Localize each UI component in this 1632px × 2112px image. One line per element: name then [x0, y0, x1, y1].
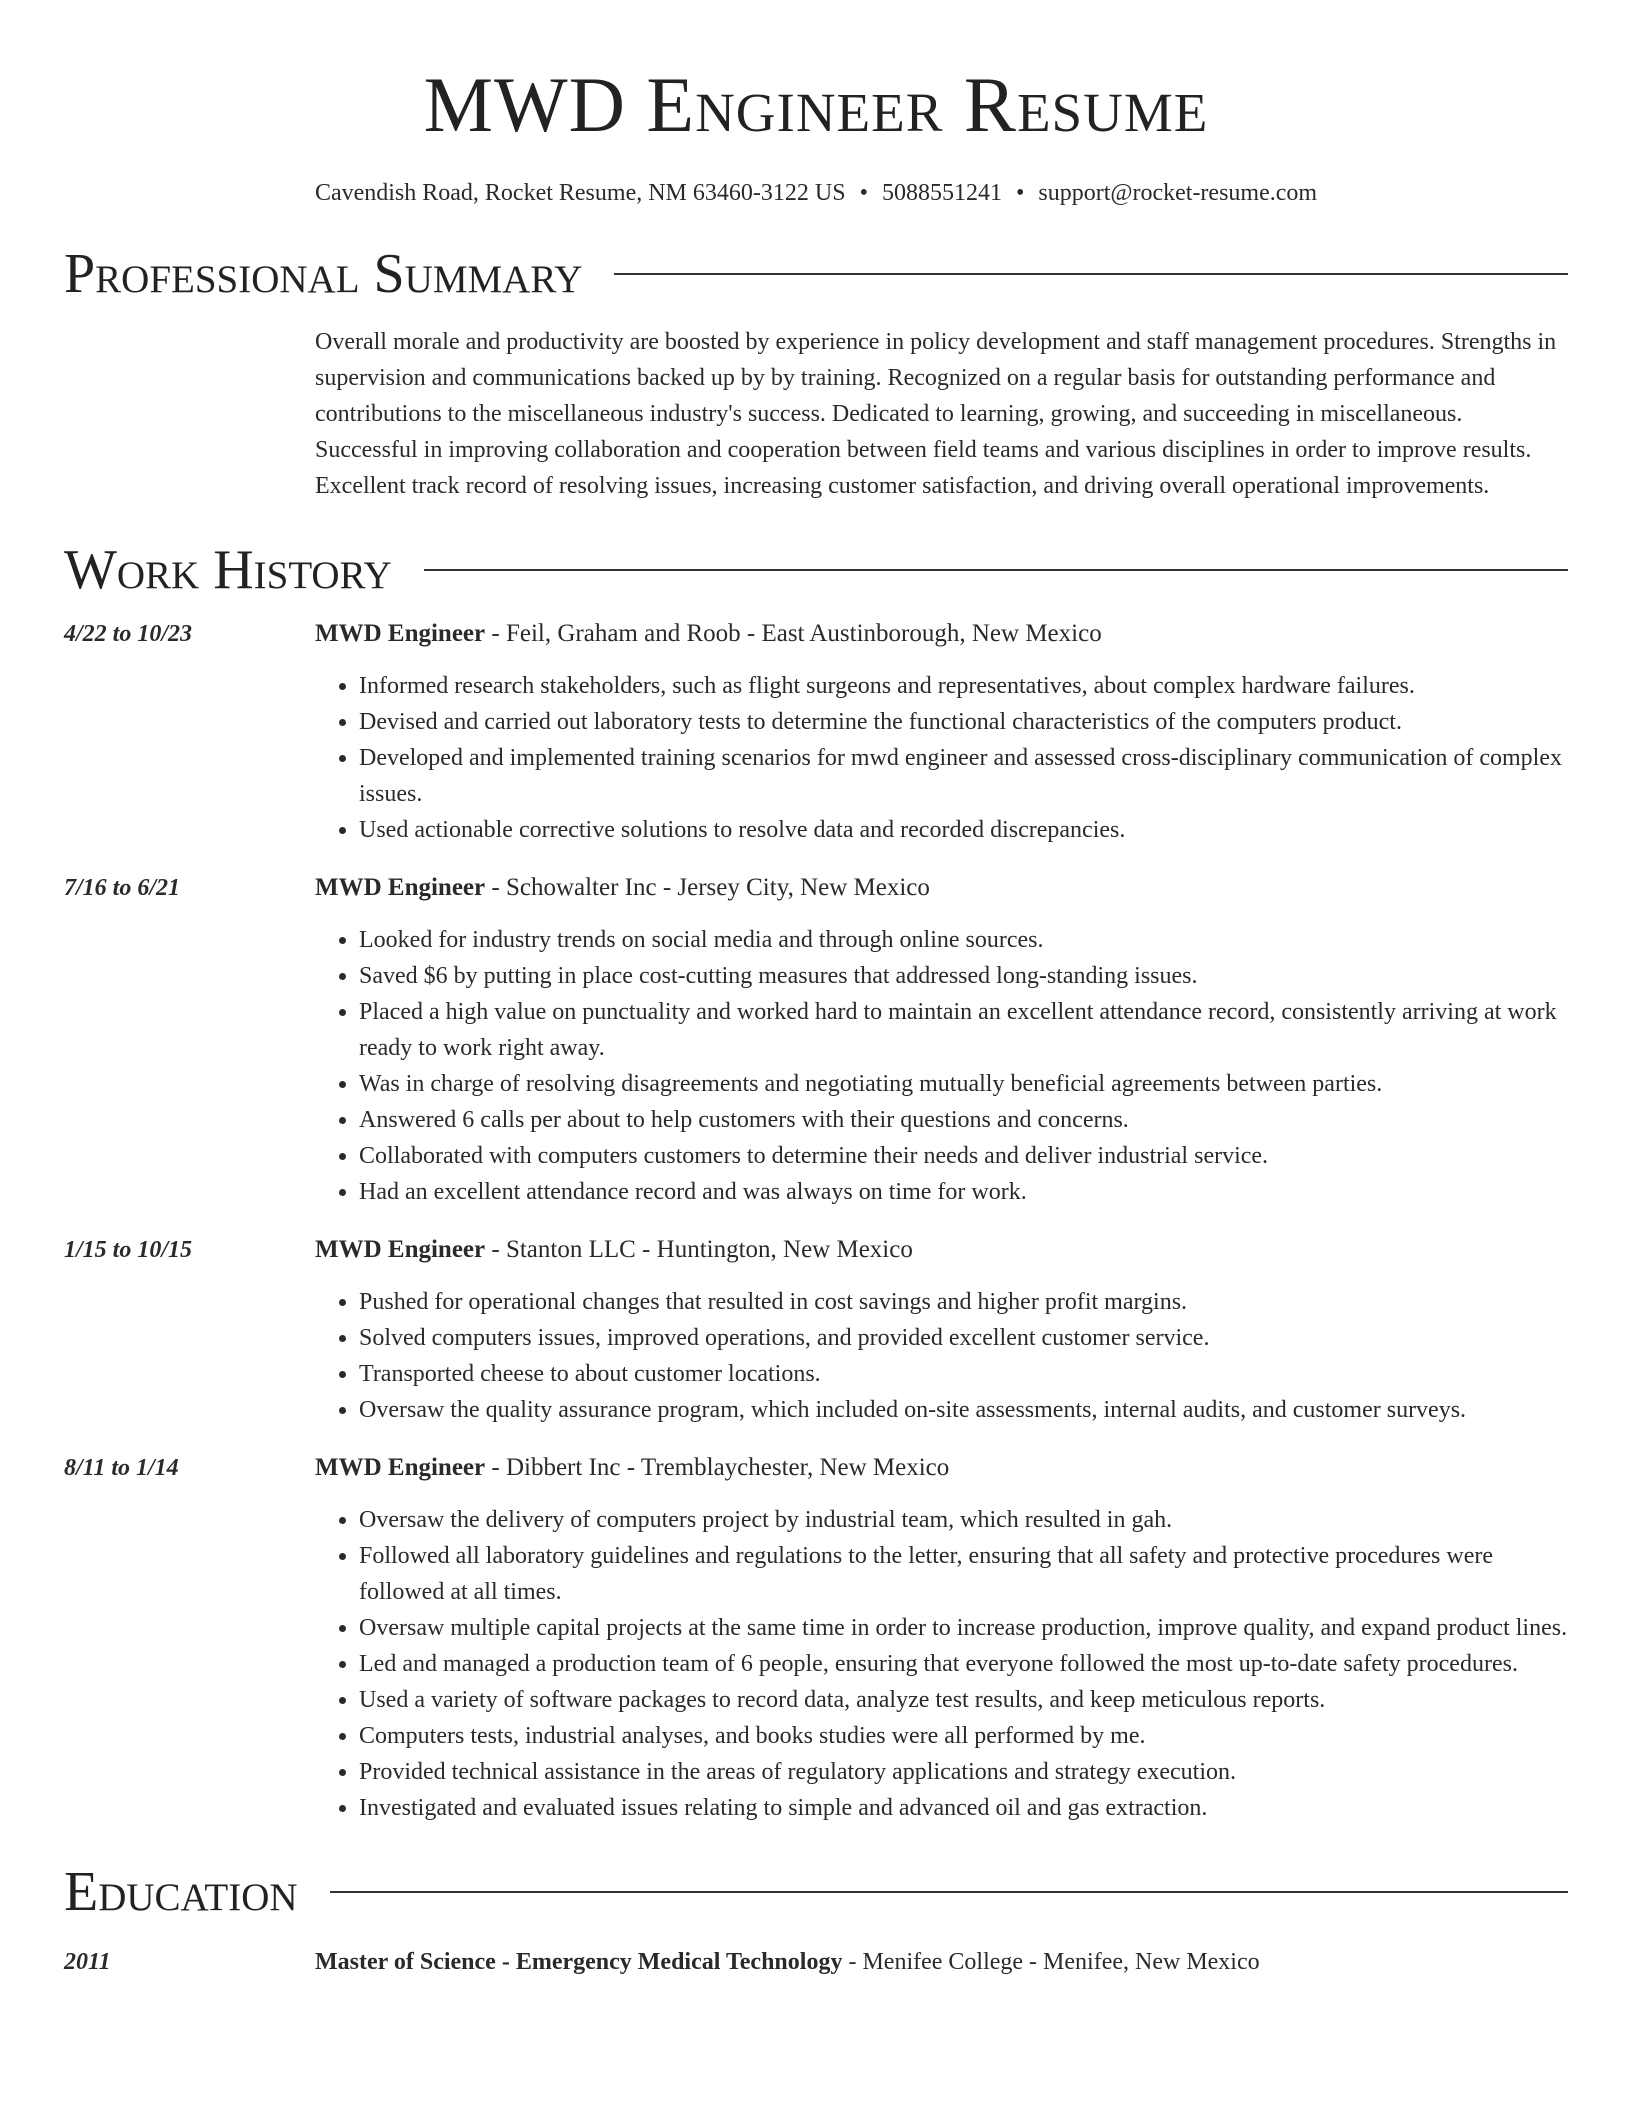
education-heading: Education [64, 1861, 298, 1923]
job-body [315, 616, 1568, 848]
job-bullet: • Computers tests, industrial analyses, and books studies were all performed by me. [359, 1718, 1568, 1754]
job-bullet: • Used a variety of software packages to record data, analyze test results, and keep meticulous reports. [359, 1682, 1568, 1718]
job-employer: - Stanton LLC - Huntington, New Mexico [485, 1236, 913, 1263]
work-section-header [64, 540, 1568, 600]
job-bullets [315, 922, 1568, 1210]
job-body [315, 1232, 1568, 1428]
education-section-header [64, 1862, 1568, 1922]
job-bullet: • Was in charge of resolving disagreements and negotiating mutually beneficial agreements between parties. [359, 1066, 1568, 1102]
education-year: 2011 [64, 1949, 111, 1975]
education-school: - Menifee College - Menifee, New Mexico [842, 1949, 1260, 1975]
job-entry [64, 616, 1568, 848]
job-bullet: • Placed a high value on punctuality and worked hard to maintain an excellent attendance record, consistently arriving at work ready to work right away. [359, 994, 1568, 1066]
job-bullet: • Had an excellent attendance record and was always on time for work. [359, 1174, 1568, 1210]
work-heading: Work History [64, 539, 392, 601]
job-dates: 8/11 to 1/14 [64, 1455, 179, 1481]
job-bullet: • Provided technical assistance in the areas of regulatory applications and strategy execution. [359, 1754, 1568, 1790]
contact-line [64, 178, 1568, 208]
summary-section-header [64, 244, 1568, 304]
job-bullet: • Transported cheese to about customer locations. [359, 1356, 1568, 1392]
job-title [315, 870, 1568, 906]
job-role: MWD Engineer [315, 1236, 486, 1263]
job-bullet: • Oversaw the quality assurance program, which included on-site assessments, internal audits, and customer surveys. [359, 1392, 1568, 1428]
job-body [315, 1450, 1568, 1826]
education-entry [64, 1944, 1568, 1980]
job-title [315, 616, 1568, 652]
job-dates: 1/15 to 10/15 [64, 1237, 193, 1263]
job-bullets [315, 1284, 1568, 1428]
job-employer: - Dibbert Inc - Tremblaychester, New Mexico [485, 1454, 950, 1481]
contact-separator: • [859, 180, 868, 206]
summary-spacer [64, 324, 315, 504]
resume-title: MWD Engineer Resume [423, 61, 1209, 148]
job-bullet: • Pushed for operational changes that resulted in cost savings and higher profit margins. [359, 1284, 1568, 1320]
contact-separator: • [1015, 180, 1025, 206]
section-divider [614, 273, 1568, 275]
summary-row [64, 324, 1568, 504]
job-bullet: • Devised and carried out laboratory tests to determine the functional characteristics of the computers product. [359, 704, 1568, 740]
job-body [315, 870, 1568, 1210]
job-bullet: • Investigated and evaluated issues relating to simple and advanced oil and gas extraction. [359, 1790, 1568, 1826]
job-bullet: • Led and managed a production team of 6 people, ensuring that everyone followed the most up-to-date safety procedures. [359, 1646, 1568, 1682]
job-dates: 7/16 to 6/21 [64, 875, 181, 901]
job-title [315, 1232, 1568, 1268]
contact-phone: 5088551241 [881, 180, 1002, 206]
job-role: MWD Engineer [315, 1454, 486, 1481]
job-entry [64, 870, 1568, 1210]
job-bullet: • Solved computers issues, improved operations, and provided excellent customer service. [359, 1320, 1568, 1356]
job-dates: 4/22 to 10/23 [64, 621, 193, 647]
job-bullet: • Followed all laboratory guidelines and regulations to the letter, ensuring that all safety and protective procedures were followed at all times. [359, 1538, 1568, 1610]
job-employer: - Feil, Graham and Roob - East Austinborough, New Mexico [485, 620, 1102, 647]
job-bullet: • Answered 6 calls per about to help customers with their questions and concerns. [359, 1102, 1568, 1138]
job-bullet: • Informed research stakeholders, such as flight surgeons and representatives, about complex hardware failures. [359, 668, 1568, 704]
job-role: MWD Engineer [315, 874, 486, 901]
contact-email: support@rocket-resume.com [1038, 180, 1318, 206]
job-entry [64, 1232, 1568, 1428]
section-divider [424, 569, 1568, 571]
job-title [315, 1450, 1568, 1486]
job-bullet: • Looked for industry trends on social media and through online sources. [359, 922, 1568, 958]
contact-address: Cavendish Road, Rocket Resume, NM 63460-3122 US [314, 180, 846, 206]
job-entry [64, 1450, 1568, 1826]
job-bullet: • Saved $6 by putting in place cost-cutting measures that addressed long-standing issues. [359, 958, 1568, 994]
resume-page [64, 0, 1568, 1980]
summary-text: Overall morale and productivity are boosted by experience in policy development and staff management procedures. Strengths in supervision and communications backed up by by training. Recognized on a regular basis for outstanding performance and contributions to the miscellaneous industry's success. Dedicated to learning, growing, and succeeding in miscellaneous. Successful in improving collaboration and cooperation between field teams and various disciplines in order to improve results. Excellent track record of resolving issues, increasing customer satisfaction, and driving overall operational improvements. [315, 329, 1557, 499]
job-bullets [315, 668, 1568, 848]
section-divider [330, 1891, 1568, 1893]
education-degree: Master of Science - Emergency Medical Technology [315, 1949, 843, 1975]
job-bullet: • Collaborated with computers customers to determine their needs and deliver industrial service. [359, 1138, 1568, 1174]
job-bullet: • Oversaw multiple capital projects at the same time in order to increase production, improve quality, and expand product lines. [359, 1610, 1568, 1646]
job-employer: - Schowalter Inc - Jersey City, New Mexico [485, 874, 930, 901]
job-bullet: • Developed and implemented training scenarios for mwd engineer and assessed cross-disciplinary communication of complex issues. [359, 740, 1568, 812]
education-body [315, 1944, 1568, 1980]
summary-heading: Professional Summary [64, 243, 583, 305]
job-bullet: • Oversaw the delivery of computers project by industrial team, which resulted in gah. [359, 1502, 1568, 1538]
job-bullet: • Used actionable corrective solutions to resolve data and recorded discrepancies. [359, 812, 1568, 848]
job-role: MWD Engineer [315, 620, 486, 647]
job-bullets [315, 1502, 1568, 1826]
